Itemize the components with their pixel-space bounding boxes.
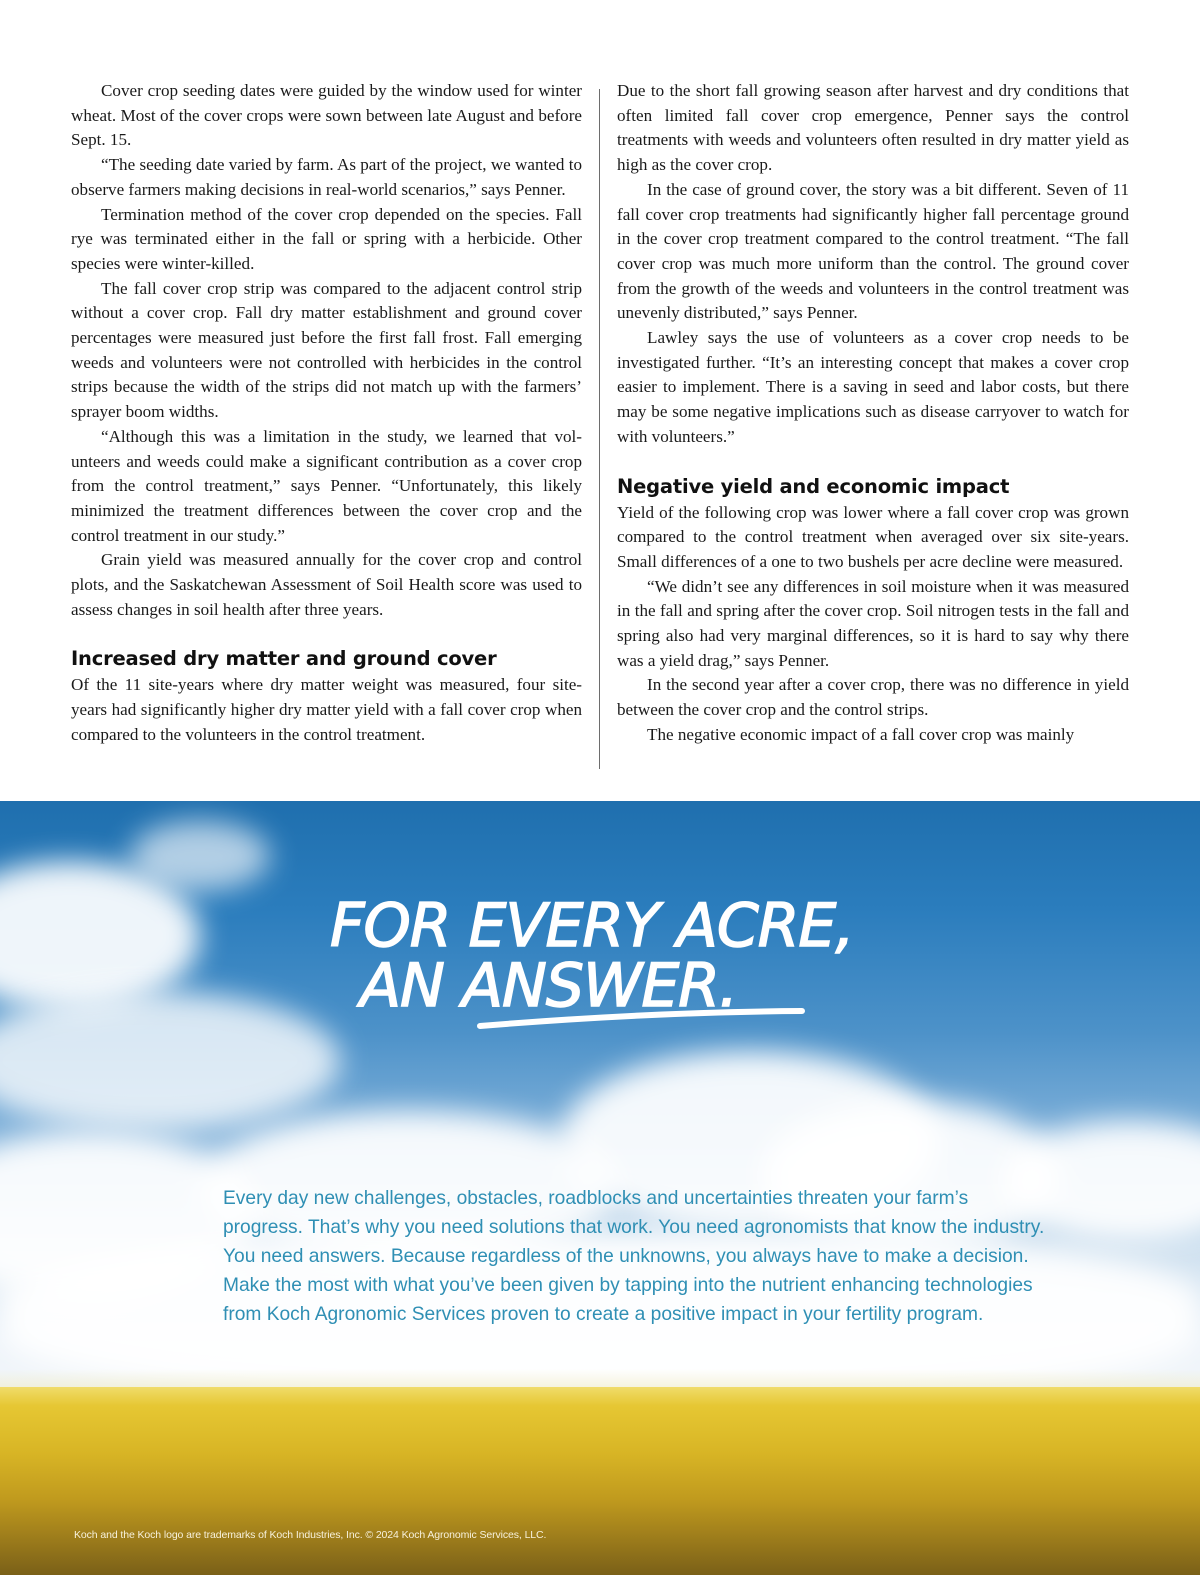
cloud — [0, 991, 340, 1131]
article-paragraph: Lawley says the use of volunteers as a cover crop needs to be investigated further. “It’s an interesting concept that makes a cover crop easier to implement. There is a saving in seed and labor costs, but there may be some negative implications such as disease carryover to watch for with volunteers.” — [617, 328, 1129, 446]
ad-body-line: progress. That’s why you need solutions that work. You need agronomists that know the industry. — [223, 1217, 1045, 1238]
article-paragraph: Grain yield was measured annually for the cover crop and control plots, and the Saskatchewan Assessment of Soil Health score was used to assess changes in soil health after three years. — [71, 550, 582, 619]
left-column — [71, 79, 582, 748]
article-paragraph: Termination method of the cover crop depended on the species. Fall rye was terminated either in the fall or spring with a herbicide. Other species were winter-killed. — [71, 204, 582, 273]
cloud — [130, 821, 270, 891]
ad-body-line: Make the most with what you’ve been given by tapping into the nutrient enhancing technologies — [223, 1275, 1033, 1296]
section-heading: Increased dry matter and ground cover — [71, 647, 497, 671]
article-paragraph: In the second year after a cover crop, there was no difference in yield between the cover crop and the control strips. — [617, 675, 1129, 720]
article-paragraph: The fall cover crop strip was compared to the adjacent control strip without a cover crop. Fall dry matter establishment and ground cover percentages were measured just before the first fall frost. Fall emerging weeds and volunteers were not controlled with herbicides in the control strips because the width of the strips did not match up with the farmers’ sprayer boom widths. — [71, 278, 582, 422]
article-paragraph: The negative economic impact of a fall cover crop was mainly — [647, 724, 1075, 744]
article-paragraph: Of the 11 site-years where dry matter weight was measured, four site-years had significantly higher dry matter yield with a fall cover crop when compared to the volunteers in the control treatment. — [71, 675, 582, 744]
article-paragraph: “We didn’t see any differences in soil moisture when it was measured in the fall and spring after the cover crop. Soil nitrogen tests in the fall and spring also had very marginal differences, so it is hard to say why there was a yield drag,” says Penner. — [617, 576, 1129, 670]
ad-body-line: Every day new challenges, obstacles, roadblocks and uncertainties threaten your farm’s — [223, 1188, 969, 1209]
advertisement — [0, 801, 1200, 1575]
section-heading: Negative yield and economic impact — [617, 474, 1010, 498]
article-paragraph: Due to the short fall growing season after harvest and dry conditions that often limited fall cover crop emergence, Penner says the control treatments with weeds and volunteers often resulted in dry matter yield as high as the cover crop. — [617, 81, 1129, 175]
ad-body-line: You need answers. Because regardless of the unknowns, you always have to make a decision. — [223, 1246, 1029, 1267]
article-paragraph: “Although this was a limitation in the study, we learned that volunteers and weeds could make a significant contribution as a cover crop from the control treatment,” says Penner. “Unfortunately, this likely minimized the treatment differences between the cover crop and the control treatment in our study.” — [71, 426, 582, 545]
article-paragraph: “The seeding date varied by farm. As part of the project, we wanted to observe farmers making decisions in real-world scenarios,” says Penner. — [71, 155, 582, 199]
headline-line-1: FOR EVERY ACRE, — [330, 891, 854, 961]
ad-body-line: from Koch Agronomic Services proven to create a positive impact in your fertility program. — [223, 1304, 984, 1325]
ad-footer-legal: Koch and the Koch logo are trademarks of Koch Industries, Inc. © 2024 Koch Agronomic Services, LLC. — [74, 1529, 547, 1541]
canola-field — [0, 1387, 1200, 1575]
ad-headline — [320, 886, 940, 1046]
article-paragraph: Cover crop seeding dates were guided by the window used for winter wheat. Most of the cover crops were sown between late August and before Sept. 15. — [71, 81, 582, 150]
headline-line-2: AN ANSWER. — [360, 951, 738, 1021]
article-paragraph: Yield of the following crop was lower where a fall cover crop was grown compared to the control treatment when averaged over six site-years. Small differences of a one to two bushels per acre decline were measured. — [617, 502, 1129, 571]
ad-body-copy — [223, 1184, 1053, 1329]
column-divider — [599, 89, 600, 769]
right-column — [617, 79, 1129, 748]
article-paragraph: In the case of ground cover, the story was a bit different. Seven of 11 fall cover crop treatments had significantly higher fall percentage ground in the cover crop treatment compared to the control treatment. “The fall cover crop was much more uniform than the control. The ground cover from the growth of the weeds and volunteers in the control treatment was unevenly distributed,” says Penner. — [617, 179, 1129, 323]
